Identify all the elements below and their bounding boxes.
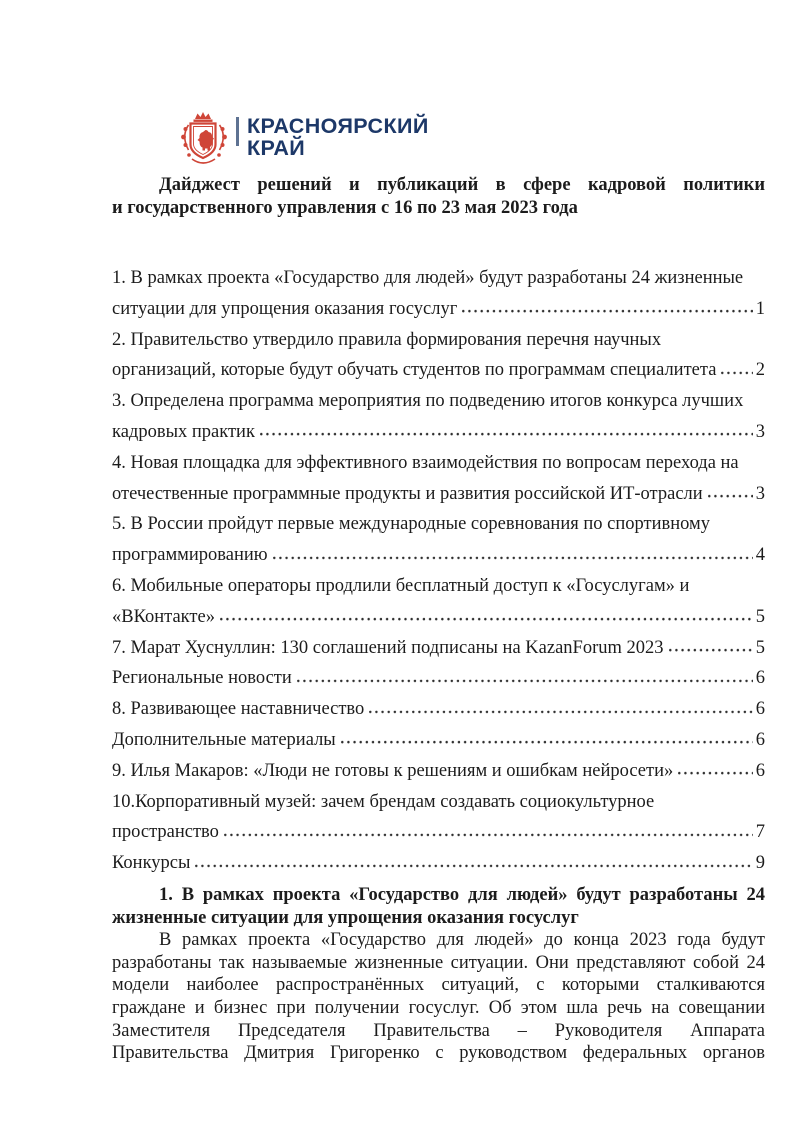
body-line: Правительства Дмитрия Григоренко с руководством федеральных органов bbox=[112, 1043, 765, 1064]
toc-page-number: 4 bbox=[755, 545, 765, 566]
toc-entry-text: 4. Новая площадка для эффективного взаимодействия по вопросам перехода на bbox=[112, 452, 739, 473]
toc-entry bbox=[112, 725, 765, 756]
logo-region-name bbox=[247, 115, 429, 159]
toc-entry bbox=[112, 325, 765, 387]
body-line: граждане и бизнес при получении госуслуг. Об этом шла речь на совещании bbox=[112, 997, 765, 1018]
logo-region-line1: КРАСНОЯРСКИЙ bbox=[247, 114, 429, 138]
toc-dotted-leader bbox=[224, 832, 753, 838]
toc-entry-text: 5. В России пройдут первые международные соревнования по спортивному bbox=[112, 514, 710, 535]
toc-entry bbox=[112, 756, 765, 787]
toc-page-number: 1 bbox=[755, 298, 765, 319]
toc-dotted-leader bbox=[708, 493, 753, 499]
toc-entry-text: организаций, которые будут обучать студентов по программам специалитета bbox=[112, 360, 717, 381]
body-paragraph bbox=[112, 929, 765, 1065]
toc-dotted-leader bbox=[297, 678, 753, 684]
toc-entry-text: 8. Развивающее наставничество bbox=[112, 699, 365, 720]
toc-entry-text: «ВКонтакте» bbox=[112, 606, 215, 627]
section-heading bbox=[112, 884, 765, 929]
toc-page-number: 3 bbox=[755, 483, 765, 504]
toc-entry bbox=[112, 633, 765, 664]
section-heading-line1: 1. В рамках проекта «Государство для людей» будут разработаны 24 bbox=[159, 885, 765, 905]
toc-entry bbox=[112, 509, 765, 571]
toc-dotted-leader bbox=[678, 770, 753, 776]
toc-entry bbox=[112, 787, 765, 849]
body-line: Заместителя Председателя Правительства – Руководителя Аппарата bbox=[112, 1020, 765, 1041]
toc-entry-text: Дополнительные материалы bbox=[112, 729, 336, 750]
toc-dotted-leader bbox=[462, 308, 752, 314]
toc-entry-text: отечественные программные продукты и развития российской ИТ-отрасли bbox=[112, 483, 703, 504]
toc-dotted-leader bbox=[721, 370, 752, 376]
toc-entry-text: 6. Мобильные операторы продлили бесплатный доступ к «Госуслугам» и bbox=[112, 575, 690, 596]
toc-entry-text: 1. В рамках проекта «Государство для людей» будут разработаны 24 жизненные bbox=[112, 268, 744, 288]
toc-page-number: 5 bbox=[755, 606, 765, 627]
body-line: модели наиболее распространённых ситуаций, с которыми сталкиваются bbox=[112, 975, 765, 996]
toc-entry-text: ситуации для упрощения оказания госуслуг bbox=[112, 298, 458, 319]
toc-entry-text: 3. Определена программа мероприятия по подведению итогов конкурса лучших bbox=[112, 391, 744, 412]
toc-entry bbox=[112, 263, 765, 325]
toc-entry bbox=[112, 694, 765, 725]
logo-region-line2: КРАЙ bbox=[247, 136, 306, 160]
toc-dotted-leader bbox=[260, 431, 753, 437]
toc-entry bbox=[112, 448, 765, 510]
toc-entry-text: 2. Правительство утвердило правила формирования перечня научных bbox=[112, 329, 662, 350]
document-title bbox=[112, 174, 765, 219]
body-line: В рамках проекта «Государство для людей» до конца 2023 года будут bbox=[159, 930, 765, 951]
toc-page-number: 7 bbox=[755, 822, 765, 843]
toc-page-number: 9 bbox=[755, 853, 765, 874]
toc-page-number: 5 bbox=[755, 637, 765, 658]
toc-entry bbox=[112, 848, 765, 879]
toc-entry bbox=[112, 663, 765, 694]
body-line: разработаны так называемые жизненные ситуации. Они представляют собой 24 bbox=[112, 952, 765, 973]
toc-page-number: 2 bbox=[755, 360, 765, 381]
document-title-line1: Дайджест решений и публикаций в сфере кадровой политики bbox=[159, 175, 765, 195]
toc-page-number: 6 bbox=[755, 668, 765, 689]
toc-page-number: 6 bbox=[755, 729, 765, 750]
toc-page-number: 6 bbox=[755, 760, 765, 781]
toc-page-number: 3 bbox=[755, 421, 765, 442]
document-title-line2: и государственного управления с 16 по 23 мая 2023 года bbox=[112, 197, 578, 218]
toc-entry-text: 9. Илья Макаров: «Люди не готовы к решениям и ошибкам нейросети» bbox=[112, 760, 674, 781]
toc-entry-text: программированию bbox=[112, 545, 268, 566]
toc-dotted-leader bbox=[369, 709, 752, 715]
table-of-contents bbox=[112, 263, 765, 879]
toc-dotted-leader bbox=[195, 863, 752, 869]
toc-entry-text: Региональные новости bbox=[112, 668, 292, 689]
section-heading-line2: жизненные ситуации для упрощения оказания госуслуг bbox=[112, 907, 579, 928]
section-1 bbox=[112, 884, 765, 1065]
toc-entry-text: Конкурсы bbox=[112, 853, 191, 874]
toc-entry-text: 7. Марат Хуснуллин: 130 соглашений подписаны на KazanForum 2023 bbox=[112, 637, 664, 658]
toc-page-number: 6 bbox=[755, 699, 765, 720]
krasnoyarsk-crest-icon bbox=[174, 110, 234, 173]
toc-entry bbox=[112, 386, 765, 448]
toc-dotted-leader bbox=[341, 739, 753, 745]
toc-entry bbox=[112, 571, 765, 633]
toc-dotted-leader bbox=[669, 647, 753, 653]
logo-divider bbox=[236, 117, 239, 146]
toc-dotted-leader bbox=[220, 616, 753, 622]
toc-entry-text: пространство bbox=[112, 822, 219, 843]
toc-entry-text: 10.Корпоративный музей: зачем брендам создавать социокультурное bbox=[112, 791, 655, 812]
toc-dotted-leader bbox=[273, 555, 753, 561]
toc-entry-text: кадровых практик bbox=[112, 421, 255, 442]
